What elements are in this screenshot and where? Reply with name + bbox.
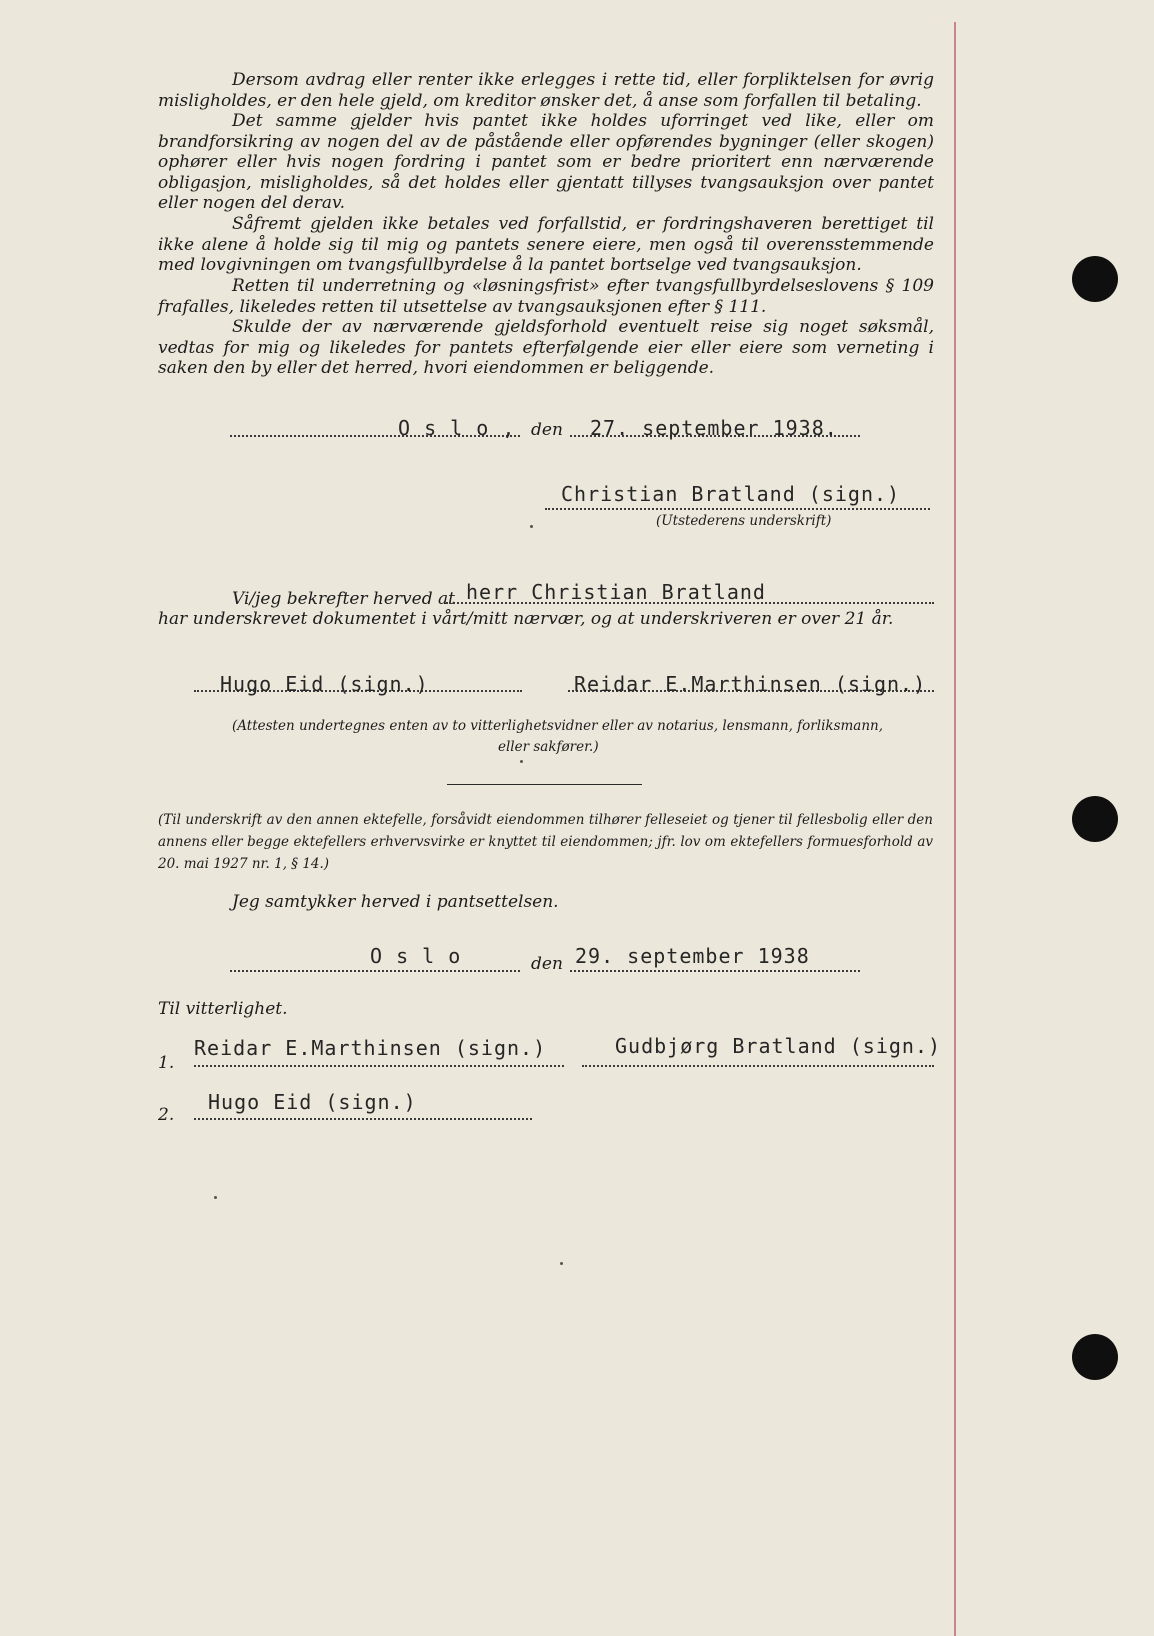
separator: [447, 784, 642, 785]
punch-hole: [1072, 256, 1118, 302]
attest-name: herr Christian Bratland: [466, 580, 766, 604]
witness-number-1: 1.: [158, 1053, 175, 1073]
spouse-signature-line: [582, 1065, 934, 1067]
attest-prefix: Vi/jeg bekrefter herved at: [232, 589, 455, 609]
issuer-caption: (Utstederens underskrift): [656, 513, 832, 529]
witness-number-2: 2.: [158, 1105, 175, 1125]
attest-note-2: eller sakfører.): [498, 739, 599, 755]
paper-speck: [520, 760, 523, 763]
attest-note: (Attesten undertegnes enten av to vitterlighetsvidner eller av notarius, lensmann, forliksmann,: [232, 718, 884, 734]
terms-paragraph-5: Skulde der av nærværende gjeldsforhold eventuelt reise sig noget søksmål, vedtas for mig og likeledes for pantets efterfølgende eier eller eiere som verneting i saken den by eller det herred, hvori eiendommen er beliggende.: [158, 317, 934, 379]
consent-witness-1-signature: Reidar E.Marthinsen (sign.): [194, 1036, 547, 1060]
margin-rule: [954, 22, 956, 1636]
issuer-place: O s l o ,: [398, 416, 516, 440]
witness-heading: Til vitterlighet.: [158, 999, 288, 1019]
consent-date-line: [570, 970, 860, 972]
paper-speck: [530, 525, 533, 528]
punch-hole: [1072, 796, 1118, 842]
consent-witness-2-signature: Hugo Eid (sign.): [208, 1090, 417, 1114]
issuer-signature: Christian Bratland (sign.): [561, 482, 901, 506]
terms-paragraph-1: Dersom avdrag eller renter ikke erlegges i rette tid, eller forpliktelsen for øvrig misligholdes, er den hele gjeld, om kreditor ønsker det, å anse som forfallen til betaling.: [158, 70, 934, 111]
paper-speck: [560, 1262, 563, 1265]
consent-place-line: [230, 970, 520, 972]
spouse-note: (Til underskrift av den annen ektefelle, forsåvidt eiendommen tilhører felleseiet og tjener til fellesbolig eller den annens eller begge ektefellers erhvervsvirke er knyttet til eiendommen; jfr. lov om ektefellers formuesforhold av 20. mai 1927 nr. 1, § 14.): [158, 812, 933, 872]
terms-paragraph-3: Såfremt gjelden ikke betales ved forfallstid, er fordringshaveren berettiget til ikke alene å holde sig til mig og pantets senere eiere, men også til overensstemmende med lovgivningen om tvangsfullbyrdelse å la pantet bortselge ved tvangsauksjon.: [158, 214, 934, 276]
attest-text: har underskrevet dokumentet i vårt/mitt nærvær, og at underskriveren er over 21 år.: [158, 609, 894, 629]
witness-1-signature: Hugo Eid (sign.): [220, 672, 429, 696]
issuer-date: 27. september 1938.: [590, 416, 838, 440]
consent-witness-1-line: [194, 1065, 564, 1067]
consent-witness-2-line: [194, 1118, 532, 1120]
witness-2-signature: Reidar E.Marthinsen (sign.): [574, 672, 927, 696]
spouse-signature: Gudbjørg Bratland (sign.): [615, 1034, 942, 1058]
terms-paragraph-2: Det samme gjelder hvis pantet ikke holdes uforringet ved like, eller om brandforsikring av nogen del av de påstående eller opførendes bygninger (eller skogen) ophører eller hvis nogen fordring i pantet som er bedre prioritert enn nærværende obligasjon, misligholdes, så det holdes eller gjentatt tillyses tvangsauksjon over pantet eller nogen del derav.: [158, 111, 934, 214]
consent-place: O s l o: [370, 944, 462, 968]
punch-hole: [1072, 1334, 1118, 1380]
terms-paragraph-4: Retten til underretning og «løsningsfrist» efter tvangsfullbyrdelseslovens § 109 frafalles, likeledes retten til utsettelse av tvangsauksjonen efter § 111.: [158, 276, 934, 317]
consent-date: 29. september 1938: [575, 944, 810, 968]
consent-text: Jeg samtykker herved i pantsettelsen.: [232, 892, 559, 912]
paper-speck: [214, 1196, 217, 1199]
den-label: den: [531, 420, 563, 440]
den-label-2: den: [531, 954, 563, 974]
